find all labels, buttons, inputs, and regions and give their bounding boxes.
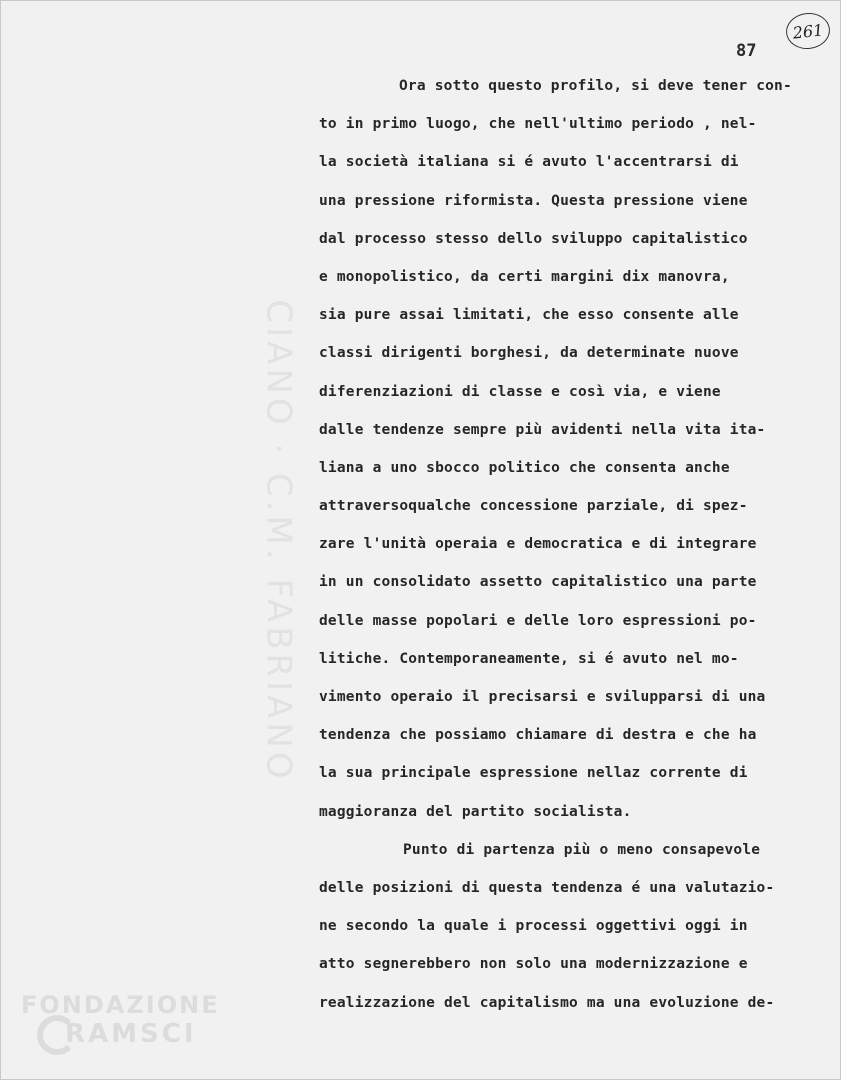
page-number: 87 <box>736 41 757 61</box>
text-line: delle posizioni di questa tendenza é una valutazio- <box>319 879 775 896</box>
text-line: sia pure assai limitati, che esso consente alle <box>319 307 739 324</box>
text-line: realizzazione del capitalismo ma una evoluzione de- <box>319 994 775 1011</box>
text-line: Punto di partenza più o meno consapevole <box>403 841 761 858</box>
text-line: atto segnerebbero non solo una modernizzazione e <box>319 956 748 973</box>
text-line: ne secondo la quale i processi oggettivi oggi in <box>319 918 748 935</box>
text-line: e monopolistico, da certi margini dix manovra, <box>319 268 730 285</box>
text-line: una pressione riformista. Questa pressione viene <box>319 192 748 209</box>
text-line: delle masse popolari e delle loro espressioni po- <box>319 612 757 629</box>
fondazione-gramsci-logo <box>21 991 220 1071</box>
text-line: maggioranza del partito socialista. <box>319 803 632 820</box>
text-line: litiche. Contemporaneamente, si é avuto nel mo- <box>319 650 739 667</box>
text-line: diferenziazioni di classe e così via, e viene <box>319 383 721 400</box>
paragraph-2 <box>319 837 829 1028</box>
text-line: Ora sotto questo profilo, si deve tener con- <box>399 78 792 94</box>
text-line: liana a uno sbocco politico che consenta anche <box>319 459 730 476</box>
archive-number-circled: 261 <box>784 11 832 51</box>
text-line: attraversoqualche concessione parziale, di spez- <box>319 498 748 515</box>
text-line: to in primo luogo, che nell'ultimo periodo , nel- <box>319 116 757 133</box>
text-line: vimento operaio il precisarsi e svilupparsi di una <box>319 689 766 705</box>
text-line: dalle tendenze sempre più avidenti nella vita ita- <box>319 421 766 438</box>
paper-watermark <box>249 1 309 1080</box>
text-line: classi dirigenti borghesi, da determinate nuove <box>319 345 739 362</box>
logo-g-icon <box>37 1015 77 1055</box>
text-line: zare l'unità operaia e democratica e di integrare <box>319 536 757 553</box>
text-line: in un consolidato assetto capitalistico una parte <box>319 574 757 591</box>
text-line: dal processo stesso dello sviluppo capitalistico <box>319 230 748 247</box>
paragraph-1 <box>319 73 829 837</box>
text-line: la sua principale espressione nellaz corrente di <box>319 765 748 782</box>
text-line: tendenza che possiamo chiamare di destra e che ha <box>319 727 757 744</box>
watermark-text: CIANO · C.M. FABRIANO <box>259 299 299 783</box>
logo-text-top: FONDAZIONE <box>21 991 220 1019</box>
text-line: la società italiana si é avuto l'accentrarsi di <box>319 154 739 171</box>
logo-text-bottom: RAMSCI <box>65 1019 197 1049</box>
typewritten-text <box>319 73 829 1028</box>
